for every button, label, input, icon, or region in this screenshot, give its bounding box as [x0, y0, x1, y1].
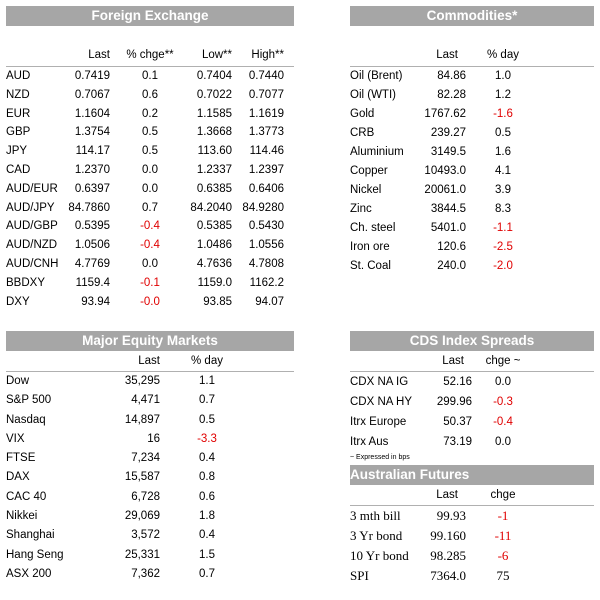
fx-column-headers — [6, 49, 294, 67]
fx-cell-currency: CAD — [6, 163, 31, 176]
commodities-cell-last: 240.0 — [437, 260, 466, 272]
commodities-cell-last: 3149.5 — [430, 146, 466, 158]
commodities-cell-last: 20061.0 — [424, 184, 466, 196]
equity-cell-last: 25,331 — [124, 548, 160, 561]
equity-cell-last: 6,728 — [131, 490, 160, 503]
fx-cell-low: 93.85 — [203, 295, 232, 308]
equity-header-day: % day — [191, 355, 223, 367]
fx-cell-chge: -0.0 — [140, 295, 160, 308]
futures-row — [350, 526, 594, 546]
futures-cell-chge: -11 — [494, 528, 512, 543]
fx-cell-high: 1.2397 — [248, 163, 284, 176]
futures-header-last: Last — [436, 489, 458, 501]
equity-cell-last: 14,897 — [124, 413, 160, 426]
fx-cell-high: 1.3773 — [248, 126, 284, 139]
futures-header-chge: chge — [490, 489, 516, 501]
cds-header-chge: chge ~ — [485, 355, 521, 367]
equity-cell-day: 0.5 — [199, 413, 215, 426]
cds-row — [350, 432, 594, 452]
equity-cell-day: -3.3 — [197, 432, 217, 445]
commodities-cell-name: Aluminium — [350, 146, 404, 158]
fx-cell-last: 0.5395 — [74, 220, 110, 233]
equity-row — [6, 565, 294, 584]
equity-cell-index: FTSE — [6, 452, 36, 465]
futures-cell-contract: 3 Yr bond — [350, 528, 403, 543]
futures-cell-last: 98.285 — [430, 548, 466, 563]
commodities-header-last: Last — [436, 49, 458, 61]
fx-cell-high: 0.7077 — [248, 88, 284, 101]
commodities-panel — [350, 6, 594, 276]
fx-cell-currency: BBDXY — [6, 276, 45, 289]
commodities-cell-day: 4.1 — [495, 165, 511, 177]
futures-cell-chge: -6 — [497, 548, 509, 563]
equity-cell-last: 15,587 — [124, 471, 160, 484]
commodities-cell-name: Copper — [350, 165, 388, 177]
fx-cell-chge: 0.0 — [142, 182, 158, 195]
equity-cell-index: Hang Seng — [6, 548, 64, 561]
fx-cell-low: 113.60 — [197, 145, 232, 158]
futures-cell-contract: 3 mth bill — [350, 508, 401, 523]
futures-cell-last: 7364.0 — [430, 568, 466, 583]
cds-rows — [350, 372, 594, 452]
equity-cell-last: 7,234 — [131, 452, 160, 465]
fx-cell-high: 0.6406 — [248, 182, 284, 195]
fx-cell-low: 1.3668 — [196, 126, 232, 139]
fx-row — [6, 86, 294, 105]
fx-cell-high: 0.7440 — [248, 70, 284, 82]
equity-cell-index: Nasdaq — [6, 413, 46, 426]
fx-cell-chge: 0.1 — [142, 70, 158, 82]
fx-cell-chge: -0.1 — [140, 276, 160, 289]
fx-cell-low: 1.0486 — [196, 239, 232, 252]
commodities-cell-last: 84.86 — [437, 70, 466, 82]
commodities-cell-day: -2.5 — [493, 241, 513, 253]
equity-cell-last: 3,572 — [131, 529, 160, 542]
equity-row — [6, 411, 294, 430]
equity-row — [6, 526, 294, 545]
equity-cell-index: VIX — [6, 432, 25, 445]
fx-cell-last: 0.7419 — [74, 70, 110, 82]
fx-cell-last: 1159.4 — [75, 276, 110, 289]
fx-cell-last: 84.7860 — [68, 201, 110, 214]
fx-cell-chge: 0.0 — [142, 257, 158, 270]
cds-header-last: Last — [442, 355, 464, 367]
equity-cell-day: 0.6 — [199, 490, 215, 503]
commodities-cell-last: 5401.0 — [430, 222, 466, 234]
equity-cell-index: Dow — [6, 375, 30, 387]
equity-cell-index: CAC 40 — [6, 490, 47, 503]
equity-panel — [6, 331, 294, 591]
equity-row — [6, 468, 294, 487]
equity-cell-last: 7,362 — [131, 567, 160, 580]
equity-row — [6, 372, 294, 391]
fx-cell-high: 94.07 — [255, 295, 284, 308]
fx-panel — [6, 6, 294, 316]
commodities-title: Commodities* — [350, 6, 594, 26]
equity-cell-day: 1.8 — [199, 510, 215, 523]
cds-cell-last: 73.19 — [443, 436, 472, 448]
fx-title: Foreign Exchange — [6, 6, 294, 26]
fx-cell-currency: AUD/CNH — [6, 257, 59, 270]
fx-cell-low: 0.5385 — [196, 220, 232, 233]
commodities-row — [350, 257, 594, 276]
commodities-cell-last: 3844.5 — [430, 203, 466, 215]
fx-cell-chge: 0.2 — [142, 107, 158, 120]
fx-cell-low: 1.2337 — [196, 163, 232, 176]
commodities-row — [350, 219, 594, 238]
equity-row — [6, 546, 294, 565]
commodities-cell-name: CRB — [350, 127, 375, 139]
fx-cell-currency: GBP — [6, 126, 31, 139]
fx-row — [6, 255, 294, 274]
cds-title: CDS Index Spreads — [350, 331, 594, 351]
equity-cell-last: 29,069 — [124, 510, 160, 523]
commodities-cell-day: 1.6 — [495, 146, 511, 158]
futures-cell-chge: 75 — [496, 568, 510, 583]
equity-header-last: Last — [138, 355, 160, 367]
fx-row — [6, 105, 294, 124]
cds-cell-chge: -0.3 — [493, 396, 513, 408]
cds-cell-index: CDX NA HY — [350, 396, 412, 408]
fx-cell-currency: NZD — [6, 88, 30, 101]
fx-cell-low: 4.7636 — [196, 257, 232, 270]
fx-cell-chge: 0.6 — [142, 88, 158, 101]
futures-row — [350, 546, 594, 566]
cds-cell-index: CDX NA IG — [350, 376, 409, 388]
commodities-cell-last: 82.28 — [437, 89, 466, 101]
commodities-row — [350, 238, 594, 257]
commodities-column-headers — [350, 49, 594, 67]
fx-cell-low: 0.7404 — [196, 70, 232, 82]
fx-rows — [6, 67, 294, 311]
commodities-row — [350, 67, 594, 86]
equity-cell-day: 0.4 — [199, 452, 215, 465]
equity-cell-index: DAX — [6, 471, 30, 484]
equity-cell-day: 0.7 — [199, 394, 215, 407]
fx-row — [6, 236, 294, 255]
fx-row — [6, 217, 294, 236]
commodities-cell-last: 239.27 — [430, 127, 466, 139]
commodities-cell-day: -1.6 — [493, 108, 513, 120]
equity-row — [6, 391, 294, 410]
commodities-row — [350, 181, 594, 200]
fx-cell-low: 0.7022 — [196, 88, 232, 101]
commodities-cell-day: 8.3 — [495, 203, 511, 215]
equity-cell-index: Nikkei — [6, 510, 38, 523]
futures-cell-last: 99.93 — [436, 508, 466, 523]
equity-row — [6, 449, 294, 468]
fx-cell-chge: -0.4 — [140, 239, 160, 252]
fx-cell-chge: 0.5 — [142, 145, 158, 158]
fx-cell-currency: AUD/GBP — [6, 220, 58, 233]
cds-cell-index: Itrx Aus — [350, 436, 389, 448]
fx-cell-chge: 0.0 — [142, 163, 158, 176]
fx-row — [6, 274, 294, 293]
fx-cell-chge: 0.7 — [142, 201, 158, 214]
fx-cell-last: 1.3754 — [74, 126, 110, 139]
fx-cell-high: 0.5430 — [248, 220, 284, 233]
fx-cell-last: 0.7067 — [74, 88, 110, 101]
equity-title: Major Equity Markets — [6, 331, 294, 351]
fx-cell-low: 84.2040 — [190, 201, 232, 214]
fx-header-chge: % chge** — [126, 49, 174, 61]
equity-row — [6, 488, 294, 507]
fx-cell-currency: AUD/JPY — [6, 201, 55, 214]
fx-row — [6, 293, 294, 312]
commodities-cell-day: -1.1 — [493, 222, 513, 234]
fx-cell-high: 1.1619 — [248, 107, 284, 120]
fx-cell-last: 4.7769 — [74, 257, 110, 270]
equity-cell-index: Shanghai — [6, 529, 55, 542]
commodities-cell-name: Nickel — [350, 184, 382, 196]
equity-cell-day: 0.7 — [199, 567, 215, 580]
equity-cell-index: ASX 200 — [6, 567, 52, 580]
commodities-cell-name: St. Coal — [350, 260, 391, 272]
fx-cell-last: 114.17 — [75, 145, 110, 158]
futures-title: Australian Futures — [350, 465, 594, 485]
commodities-header-day: % day — [487, 49, 519, 61]
fx-cell-currency: AUD — [6, 70, 31, 82]
commodities-cell-day: 1.0 — [495, 70, 511, 82]
commodities-cell-last: 120.6 — [437, 241, 466, 253]
equity-row — [6, 507, 294, 526]
commodities-row — [350, 105, 594, 124]
fx-cell-currency: AUD/EUR — [6, 182, 58, 195]
fx-row — [6, 199, 294, 218]
commodities-row — [350, 200, 594, 219]
commodities-cell-last: 10493.0 — [424, 165, 466, 177]
fx-cell-high: 114.46 — [249, 145, 284, 158]
commodities-cell-name: Oil (WTI) — [350, 89, 396, 101]
cds-cell-chge: 0.0 — [495, 376, 511, 388]
fx-cell-chge: 0.5 — [142, 126, 158, 139]
fx-cell-last: 0.6397 — [74, 182, 110, 195]
cds-cell-index: Itrx Europe — [350, 416, 407, 428]
commodities-cell-day: 0.5 — [495, 127, 511, 139]
equity-row — [6, 430, 294, 449]
cds-panel — [350, 331, 594, 461]
equity-cell-day: 0.8 — [199, 471, 215, 484]
fx-cell-last: 93.94 — [81, 295, 110, 308]
fx-cell-low: 0.6385 — [196, 182, 232, 195]
cds-cell-last: 50.37 — [443, 416, 472, 428]
fx-cell-high: 1.0556 — [248, 239, 284, 252]
equity-cell-last: 16 — [147, 432, 160, 445]
commodities-cell-name: Gold — [350, 108, 375, 120]
commodities-cell-name: Zinc — [350, 203, 372, 215]
equity-rows — [6, 372, 294, 584]
commodities-cell-day: -2.0 — [493, 260, 513, 272]
commodities-cell-name: Ch. steel — [350, 222, 396, 234]
futures-row — [350, 506, 594, 526]
futures-cell-contract: 10 Yr bond — [350, 548, 409, 563]
cds-cell-last: 299.96 — [436, 396, 472, 408]
fx-header-low: Low** — [201, 49, 232, 61]
commodities-cell-day: 3.9 — [495, 184, 511, 196]
fx-cell-low: 1.1585 — [196, 107, 232, 120]
cds-row — [350, 372, 594, 392]
commodities-row — [350, 162, 594, 181]
futures-panel — [350, 465, 594, 590]
equity-cell-day: 1.1 — [199, 375, 215, 387]
equity-cell-day: 1.5 — [199, 548, 215, 561]
fx-header-last: Last — [88, 49, 110, 61]
cds-row — [350, 412, 594, 432]
fx-cell-low: 1159.0 — [197, 276, 232, 289]
fx-cell-currency: DXY — [6, 295, 30, 308]
equity-cell-day: 0.4 — [199, 529, 215, 542]
equity-cell-last: 4,471 — [131, 394, 160, 407]
fx-cell-last: 1.0506 — [74, 239, 110, 252]
cds-cell-chge: -0.4 — [493, 416, 513, 428]
equity-cell-index: S&P 500 — [6, 394, 52, 407]
equity-cell-last: 35,295 — [124, 375, 160, 387]
fx-cell-currency: AUD/NZD — [6, 239, 58, 252]
commodities-row — [350, 143, 594, 162]
commodities-cell-day: 1.2 — [495, 89, 511, 101]
commodities-cell-last: 1767.62 — [424, 108, 466, 120]
cds-row — [350, 392, 594, 412]
fx-cell-chge: -0.4 — [140, 220, 160, 233]
fx-cell-last: 1.2370 — [74, 163, 110, 176]
fx-row — [6, 123, 294, 142]
fx-header-high: High** — [251, 49, 284, 61]
fx-row — [6, 161, 294, 180]
fx-row — [6, 67, 294, 86]
fx-row — [6, 180, 294, 199]
fx-cell-currency: JPY — [6, 145, 28, 158]
futures-cell-chge: -1 — [497, 508, 509, 523]
commodities-cell-name: Oil (Brent) — [350, 70, 403, 82]
fx-cell-high: 84.9280 — [242, 201, 284, 214]
commodities-rows — [350, 67, 594, 276]
fx-cell-last: 1.1604 — [74, 107, 110, 120]
cds-cell-last: 52.16 — [443, 376, 472, 388]
commodities-row — [350, 86, 594, 105]
commodities-cell-name: Iron ore — [350, 241, 390, 253]
futures-row — [350, 566, 594, 586]
futures-rows — [350, 506, 594, 586]
cds-footnote: ~ Expressed in bps — [350, 454, 410, 461]
futures-cell-last: 99.160 — [430, 528, 466, 543]
fx-cell-high: 1162.2 — [249, 276, 284, 289]
commodities-row — [350, 124, 594, 143]
futures-cell-contract: SPI — [350, 568, 369, 583]
fx-row — [6, 142, 294, 161]
fx-cell-high: 4.7808 — [248, 257, 284, 270]
cds-cell-chge: 0.0 — [495, 436, 511, 448]
fx-cell-currency: EUR — [6, 107, 31, 120]
